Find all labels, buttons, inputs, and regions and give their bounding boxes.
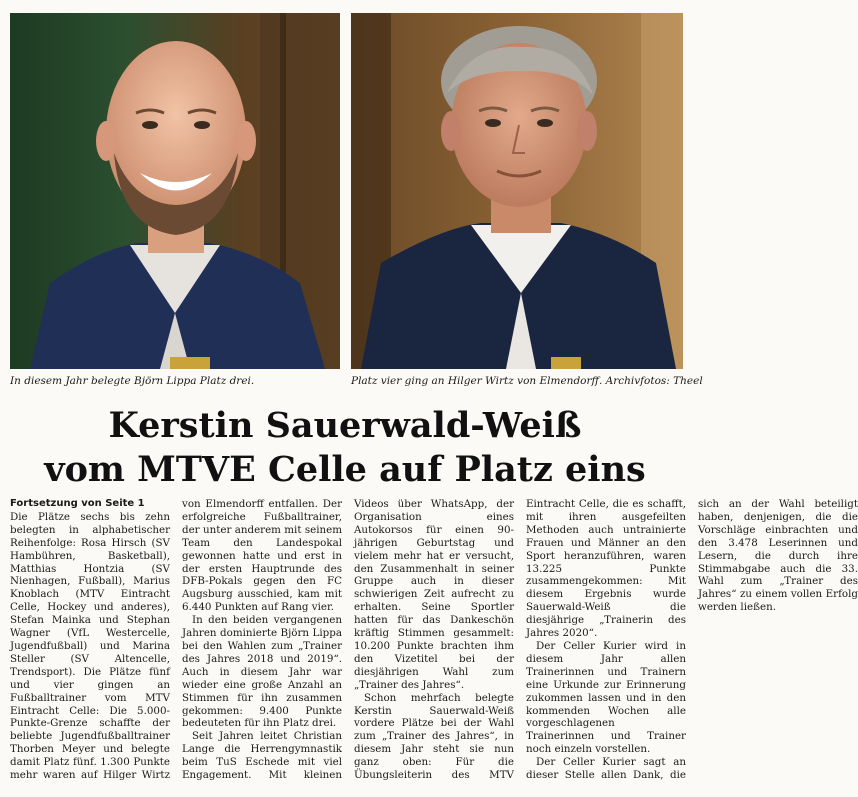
- photo-bjoern-lippa: [10, 13, 340, 369]
- photo-hilger-wirtz: [351, 13, 683, 369]
- article-body: [10, 498, 858, 794]
- portrait-right-illustration: [351, 13, 683, 369]
- article-paragraph-4: Schon mehrfach belegte Kerstin Sauerwald-Weiß vordere Plätze bei der Wahl zum „Trainer des Jahres“, in diesem Jahr steht sie nun ganz oben: Für die Übungsleiterin des MTV Eintracht Celle, die es schafft, mit ihren ausgefeilten Methoden auch untrainierte Frauen und Männer an den Sport heranzuführen, waren 13.225 Punkte zusammengekommen: Mit diesem Ergebnis wurde Sauerwald-Weiß die diesjährige „Trainerin des Jahres 2020“.: [354, 498, 686, 782]
- article-paragraph-5: Der Celler Kurier wird in diesem Jahr allen Trainerinnen und Trainern eine Urkunde zur Erinnerung zukommen lassen und in den kommenden Wochen alle vorgeschlagenen Trainerinnen und Trainer noch einzeln vorstellen.: [526, 639, 686, 756]
- article-paragraph-1-text: Die Plätze sechs bis zehn belegten in alphabetischer Reihenfolge: Rosa Hirsch (SV Hambühren, Basketball), Matthias Hontzia (SV Nienhagen, Fußball), Marius Knoblach (MTV Eintracht Celle, Hockey und anderes), Stefan Mainka und Stephan Wagner (VfL Westercelle, Jugendfußball) und Marina Steller (SV Altencelle, Trendsport). Die Plätze fünf und vier gingen an Fußballtrainer vom MTV Eintracht Celle: Die 5.000-Punkte-Grenze schaffte der beliebte Jugendfußballtrainer Thorben Meyer und belegte damit Platz fünf. 1.300 Punkte mehr waren auf Hilger Wirtz von Elmendorff entfallen. Der erfolgreiche Fußballtrainer, der unter anderem mit seinem Team den Landespokal gewonnen hatte und erst in der ersten Hauptrunde des DFB-Pokals gegen den FC Augsburg ausschied, kam mit 6.440 Punkten auf Rang vier.: [10, 498, 342, 782]
- article-paragraph-2: In den beiden vergangenen Jahren dominierte Björn Lippa bei den Wahlen zum „Trainer des Jahres 2018 und 2019“. Auch in diesem Jahr war wieder eine große Anzahl an Stimmen für ihn zusammen gekommen: 9.400 Punkte bedeuteten für ihn Platz drei.: [182, 614, 342, 730]
- article-paragraph-6: Der Celler Kurier sagt an dieser Stelle allen Dank, die sich an der Wahl beteiligt haben, denjenigen, die die Vorschläge einbrachten und den 3.478 Leserinnen und Lesern, die durch ihre Stimmabgabe auch die 33. Wahl zum „Trainer des Jahres“ zu einem vollen Erfolg werden ließen.: [526, 498, 858, 782]
- photo-caption-left: In diesem Jahr belegte Björn Lippa Platz drei.: [10, 375, 255, 387]
- headline-line-1: Kerstin Sauerwald-Weiß: [108, 405, 582, 446]
- portrait-left-illustration: [10, 13, 340, 369]
- photo-caption-right: Platz vier ging an Hilger Wirtz von Elmendorff. Archivfotos: Theel: [351, 375, 703, 387]
- article-kicker: Fortsetzung von Seite 1: [10, 498, 145, 509]
- article-paragraph-3: Seit Jahren leitet Christian Lange die Herrengymnastik beim TuS Eschede mit viel Engagement. Mit kleinen Videos über WhatsApp, der Organisation eines Autokorsos für einen 90-jährigen Geburtstag und vielem mehr hat er versucht, den Zusammenhalt in seiner Gruppe auch in dieser schwierigen Zeit aufrecht zu erhalten. Seine Sportler hatten für das Dankeschön kräftig Stimmen gesammelt: 10.200 Punkte brachten ihm den Vizetitel bei der diesjährigen Wahl zum „Trainer des Jahres“.: [182, 498, 514, 782]
- headline-line-2: vom MTVE Celle auf Platz eins: [44, 449, 646, 490]
